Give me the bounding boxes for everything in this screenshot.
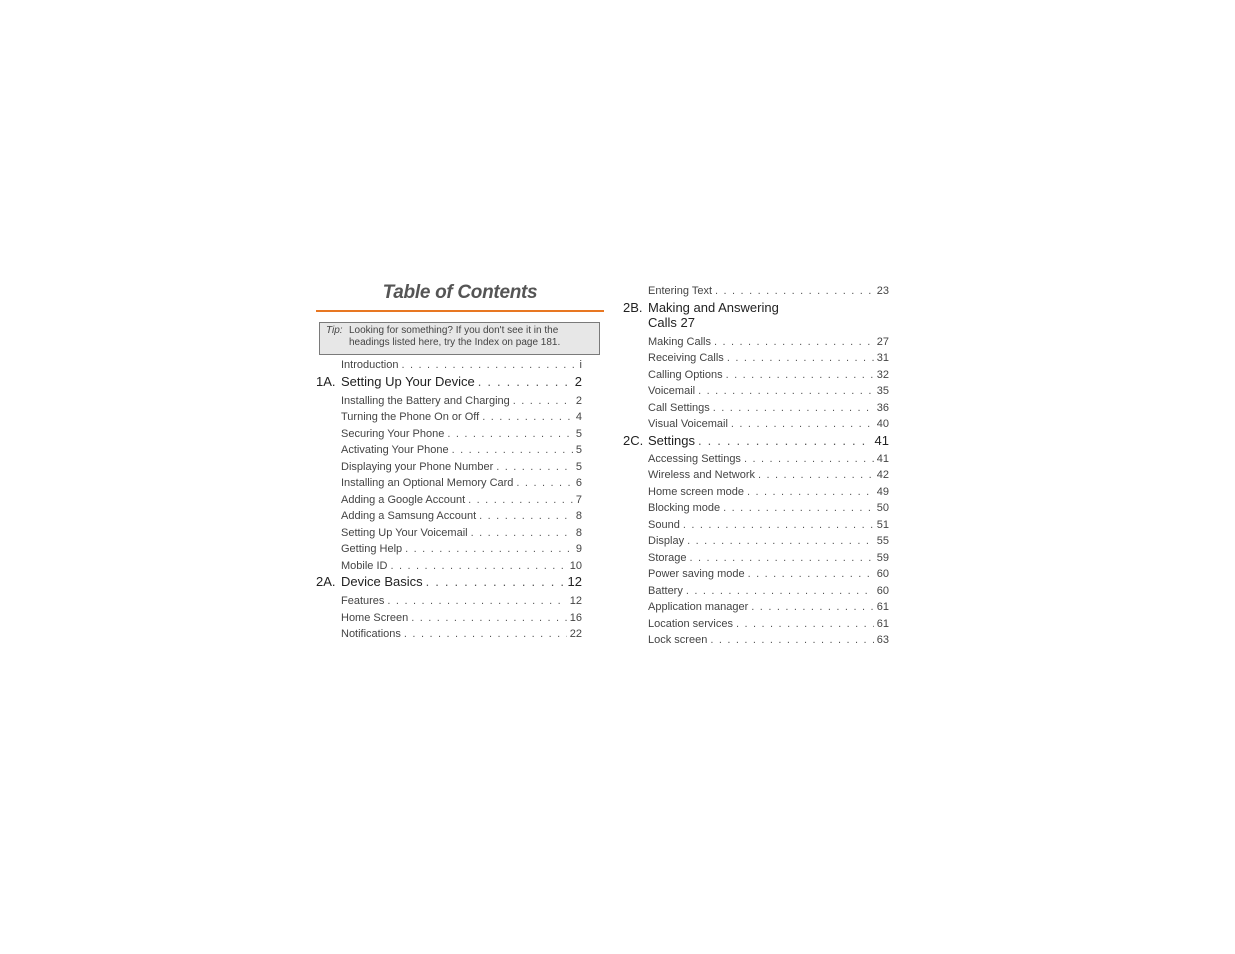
toc-entry-page: 7	[575, 493, 582, 506]
toc-section-2b[interactable]	[623, 300, 889, 330]
leader-dots	[715, 285, 874, 297]
toc-entry-page: 32	[876, 368, 889, 381]
toc-entry-label: Home screen mode	[648, 485, 744, 498]
toc-entry-introduction[interactable]	[341, 359, 582, 373]
toc-entry[interactable]	[648, 453, 889, 467]
toc-entry-page: 60	[876, 568, 889, 581]
toc-entry[interactable]	[648, 369, 889, 383]
toc-entry-page: 10	[569, 559, 582, 572]
leader-dots	[452, 444, 573, 456]
toc-entry-page: i	[579, 359, 582, 371]
toc-entry[interactable]	[648, 585, 889, 599]
tip-box	[319, 322, 600, 355]
leader-dots	[516, 477, 572, 489]
toc-entry-page: 59	[876, 551, 889, 564]
toc-entry-label: Making Calls	[648, 336, 711, 348]
leader-dots	[744, 453, 874, 465]
toc-entry-page: 27	[876, 336, 889, 348]
leader-dots	[387, 595, 566, 607]
leader-dots	[748, 568, 874, 580]
leader-dots	[714, 336, 874, 348]
toc-entry-label: Display	[648, 535, 685, 548]
toc-entry-page: 6	[575, 477, 582, 490]
toc-entry-page: 42	[876, 469, 889, 482]
toc-entry-label: Home Screen	[341, 611, 409, 624]
toc-entry-label: Wireless and Network	[648, 469, 755, 482]
tip-text: Looking for something? If you don't see it in the headings listed here, try the Index on page 181.	[349, 325, 561, 348]
leader-dots	[411, 612, 566, 624]
toc-entry[interactable]	[648, 618, 889, 632]
toc-entry-label: Application manager	[648, 601, 749, 614]
toc-entry[interactable]	[341, 395, 582, 409]
leader-dots	[723, 502, 874, 514]
toc-entry[interactable]	[648, 601, 889, 615]
leader-dots	[426, 574, 565, 589]
section-label: Device Basics	[341, 574, 423, 589]
leader-dots	[727, 352, 874, 364]
toc-entry-label: Visual Voicemail	[648, 418, 728, 431]
toc-entry-page: 4	[575, 411, 582, 424]
page-title: Table of Contents	[382, 282, 538, 303]
toc-entry[interactable]	[341, 628, 582, 642]
toc-entry-label: Turning the Phone On or Off	[341, 411, 480, 424]
section-number: 2B.	[623, 300, 643, 315]
title-divider	[316, 310, 604, 312]
toc-entry-label: Calling Options	[648, 368, 723, 381]
toc-entry-page: 40	[876, 418, 889, 431]
leader-dots	[390, 560, 566, 572]
toc-entry-label: Getting Help	[341, 543, 403, 556]
section-number: 1A.	[316, 374, 336, 389]
leader-dots	[471, 527, 573, 539]
section-label: Setting Up Your Device	[341, 374, 475, 389]
toc-entry-label: Setting Up Your Voicemail	[341, 526, 468, 539]
toc-entry-label: Lock screen	[648, 633, 708, 646]
leader-dots	[468, 494, 573, 506]
section-page: 2	[574, 374, 582, 389]
leader-dots	[404, 628, 567, 640]
toc-entry[interactable]	[341, 510, 582, 524]
toc-entry-label: Voicemail	[648, 385, 696, 398]
toc-entry[interactable]	[648, 418, 889, 432]
toc-entry[interactable]	[648, 502, 889, 516]
leader-dots	[401, 359, 576, 371]
toc-entry-page: 41	[876, 453, 889, 465]
toc-entry[interactable]	[341, 428, 582, 442]
toc-section-1a[interactable]	[316, 374, 582, 390]
toc-entry[interactable]	[648, 336, 889, 350]
toc-entry-label: Sound	[648, 518, 680, 531]
toc-entry-label: Receiving Calls	[648, 352, 724, 365]
toc-entry[interactable]	[341, 461, 582, 475]
leader-dots	[736, 618, 874, 630]
toc-entry-page: 36	[876, 401, 889, 414]
section-number: 2C.	[623, 433, 644, 448]
toc-entry[interactable]	[341, 527, 582, 541]
leader-dots	[482, 411, 573, 423]
toc-entry-page: 5	[575, 460, 582, 473]
toc-entry-page: 23	[876, 285, 889, 297]
toc-entry[interactable]	[341, 595, 582, 609]
toc-entry-label: Features	[341, 595, 385, 607]
toc-entry[interactable]	[648, 352, 889, 366]
toc-entry-entering-text[interactable]	[648, 285, 889, 299]
leader-dots	[686, 585, 874, 597]
toc-entry[interactable]	[341, 494, 582, 508]
toc-entry-label: Introduction	[341, 359, 399, 371]
section-number: 2A.	[316, 574, 336, 589]
leader-dots	[690, 552, 874, 564]
toc-entry-label: Securing Your Phone	[341, 427, 445, 440]
toc-entry[interactable]	[648, 568, 889, 582]
leader-dots	[731, 418, 874, 430]
toc-entry[interactable]	[341, 411, 582, 425]
toc-entry-page: 9	[575, 543, 582, 556]
tip-label: Tip:	[326, 325, 343, 336]
toc-entry-label: Entering Text	[648, 285, 713, 297]
toc-entry-label: Notifications	[341, 628, 401, 640]
leader-dots	[479, 510, 573, 522]
toc-entry-label: Mobile ID	[341, 559, 388, 572]
leader-dots	[447, 428, 573, 440]
leader-dots	[698, 385, 874, 397]
toc-entry-page: 12	[569, 595, 582, 607]
toc-entry-label: Location services	[648, 617, 733, 630]
toc-entry-label: Activating Your Phone	[341, 444, 449, 457]
toc-entry[interactable]	[648, 385, 889, 399]
leader-dots	[758, 469, 874, 481]
toc-entry-page: 63	[876, 633, 889, 646]
leader-dots	[726, 369, 874, 381]
toc-entry-label: Adding a Samsung Account	[341, 510, 477, 523]
toc-entry-label: Blocking mode	[648, 502, 721, 515]
toc-entry[interactable]	[341, 612, 582, 626]
toc-entry-page: 8	[575, 526, 582, 539]
toc-entry-page: 35	[876, 385, 889, 398]
toc-entry[interactable]	[648, 402, 889, 416]
toc-entry[interactable]	[648, 634, 889, 648]
toc-entry-page: 49	[876, 485, 889, 498]
toc-entry-page: 2	[575, 395, 582, 407]
toc-entry-page: 5	[575, 427, 582, 440]
toc-entry-page: 16	[569, 611, 582, 624]
leader-dots	[683, 519, 874, 531]
toc-entry[interactable]	[341, 444, 582, 458]
section-label-line2: Calls 27	[648, 315, 695, 330]
leader-dots	[513, 395, 573, 407]
toc-entry-page: 61	[876, 617, 889, 630]
section-label: Settings	[648, 433, 695, 448]
toc-entry-label: Installing an Optional Memory Card	[341, 477, 514, 490]
toc-entry-page: 55	[876, 535, 889, 548]
toc-entry-page: 31	[876, 352, 889, 365]
toc-entry-label: Power saving mode	[648, 568, 745, 581]
leader-dots	[687, 535, 874, 547]
leader-dots	[751, 601, 873, 613]
toc-entry[interactable]	[648, 469, 889, 483]
toc-entry-page: 5	[575, 444, 582, 457]
toc-entry[interactable]	[648, 486, 889, 500]
toc-entry-page: 51	[876, 518, 889, 531]
section-page: 41	[874, 433, 889, 448]
toc-section-2c[interactable]	[623, 433, 889, 449]
leader-dots	[496, 461, 573, 473]
toc-entry-page: 22	[569, 628, 582, 640]
toc-entry[interactable]	[648, 535, 889, 549]
toc-entry[interactable]	[648, 519, 889, 533]
leader-dots	[478, 374, 572, 389]
toc-entry[interactable]	[341, 560, 582, 574]
toc-entry-page: 60	[876, 584, 889, 597]
toc-entry-page: 8	[575, 510, 582, 523]
section-page: 12	[567, 574, 582, 589]
toc-entry-page: 50	[876, 502, 889, 515]
toc-entry-label: Displaying your Phone Number	[341, 460, 494, 473]
toc-entry-label: Accessing Settings	[648, 453, 741, 465]
toc-entry[interactable]	[341, 477, 582, 491]
toc-entry-label: Battery	[648, 584, 683, 597]
toc-entry[interactable]	[341, 543, 582, 557]
leader-dots	[713, 402, 874, 414]
leader-dots	[747, 486, 874, 498]
leader-dots	[710, 634, 873, 646]
toc-entry-label: Installing the Battery and Charging	[341, 395, 510, 407]
toc-section-2a[interactable]	[316, 574, 582, 590]
toc-entry-label: Call Settings	[648, 401, 710, 414]
toc-entry[interactable]	[648, 552, 889, 566]
section-label-line1: Making and Answering	[648, 300, 779, 315]
leader-dots	[698, 433, 872, 448]
leader-dots	[405, 543, 573, 555]
toc-entry-label: Adding a Google Account	[341, 493, 466, 506]
toc-entry-page: 61	[876, 601, 889, 614]
toc-entry-label: Storage	[648, 551, 687, 564]
